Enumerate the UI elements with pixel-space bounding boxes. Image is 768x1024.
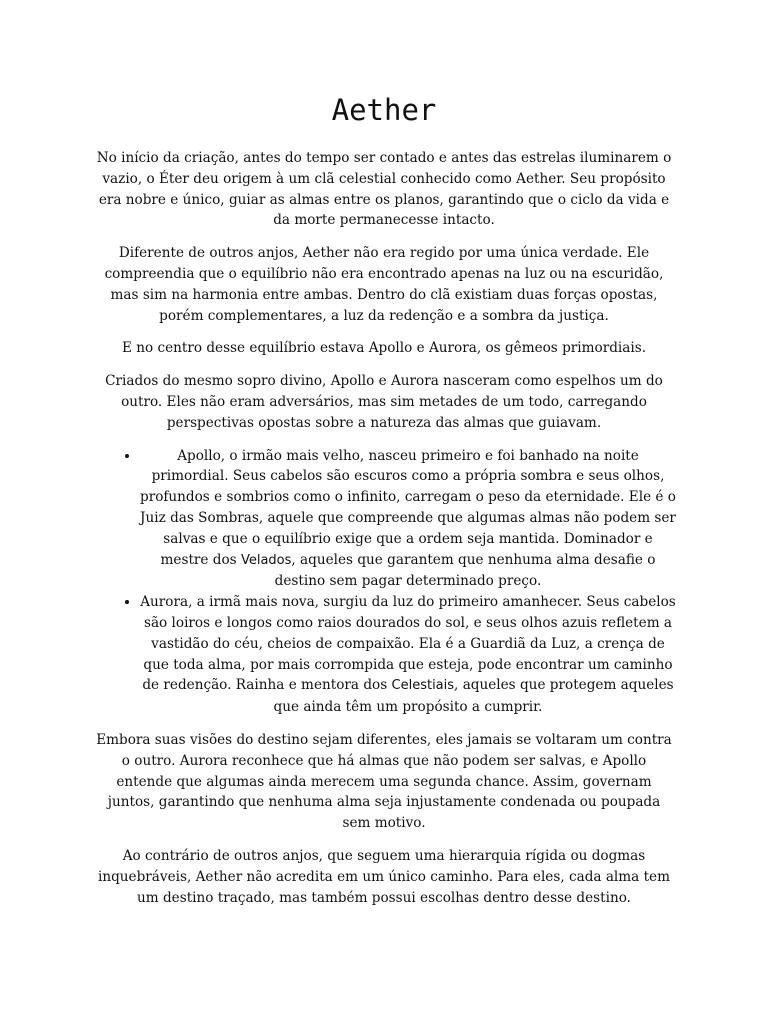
document-title: Aether bbox=[331, 93, 437, 127]
document-body bbox=[92, 148, 676, 920]
paragraph-balance: Diferente de outros anjos, Aether não era regido por uma única verdade. Ele compreendia que o equilíbrio não era encontrado apenas na luz ou na escuridão, mas sim na harmonia entre ambas. Dentro do clã existiam duas forças opostas, porém complementares, a luz da redenção e a sombra da justiça. bbox=[104, 245, 664, 324]
list-item-apollo bbox=[140, 446, 676, 593]
paragraph-paths: Ao contrário de outros anjos, que seguem uma hierarquia rígida ou dogmas inquebráveis, Aether não acredita em um único caminho. Para eles, cada alma tem um destino traçado, mas também possui escolhas dentro desse destino. bbox=[98, 847, 670, 906]
aurora-text-start: Aurora, a irmã mais nova, surgiu da luz do primeiro amanhecer. Seus cabelos são loiros e longos como raios dourados do sol, e seus olhos azuis refletem a vastidão do céu, cheios de compaixão. Ela é a Guardiã da Luz, a crença de que toda alma, por mais corrompida que esteja, pode encontrar um caminho de redenção. Rainha e mentora dos bbox=[140, 594, 676, 694]
paragraph-origin: No início da criação, antes do tempo ser contado e antes das estrelas iluminarem o vazio, o Éter deu origem à um clã celestial conhecido como Aether. Seu propósito era nobre e único, guiar as almas entre os planos, garantindo que o ciclo da vida e da morte permanecesse intacto. bbox=[96, 150, 672, 229]
aurora-text-end: , aqueles que protegem aqueles que ainda têm um propósito a cumprir. bbox=[273, 677, 674, 716]
list-item-aurora bbox=[140, 592, 676, 718]
velados-term: Velados bbox=[240, 552, 292, 568]
paragraph-creation: Criados do mesmo sopro divino, Apollo e Aurora nasceram como espelhos um do outro. Eles não eram adversários, mas sim metades de um todo, carregando perspectivas opostas sobre a natureza das almas que guiavam. bbox=[105, 373, 663, 431]
apollo-text-start: Apollo, o irmão mais velho, nasceu primeiro e foi banhado na noite primordial. Seus cabelos são escuros como a própria sombra e seus olhos, profundos e sombrios como o infinito, carregam o peso da eternidade. Ele é o Juiz das Sombras, aquele que compreende que algumas almas não podem ser salvas e que o equilíbrio exige que a ordem seja mantida. Dominador e mestre dos bbox=[140, 447, 676, 568]
apollo-text-end: , aqueles que garantem que nenhuma alma desafie o destino sem pagar determinado preço. bbox=[274, 551, 656, 590]
twins-list bbox=[92, 446, 676, 718]
paragraph-governance: Embora suas visões do destino sejam diferentes, eles jamais se voltaram um contra o outro. Aurora reconhece que há almas que não podem ser salvas, e Apollo entende que algumas ainda merecem uma segunda chance. Assim, governam juntos, garantindo que nenhuma alma seja injustamente condenada ou poupada sem motivo. bbox=[96, 731, 672, 832]
celestiais-term: Celestiais bbox=[391, 678, 455, 694]
paragraph-twins: E no centro desse equilíbrio estava Apollo e Aurora, os gêmeos primordiais. bbox=[121, 340, 647, 357]
